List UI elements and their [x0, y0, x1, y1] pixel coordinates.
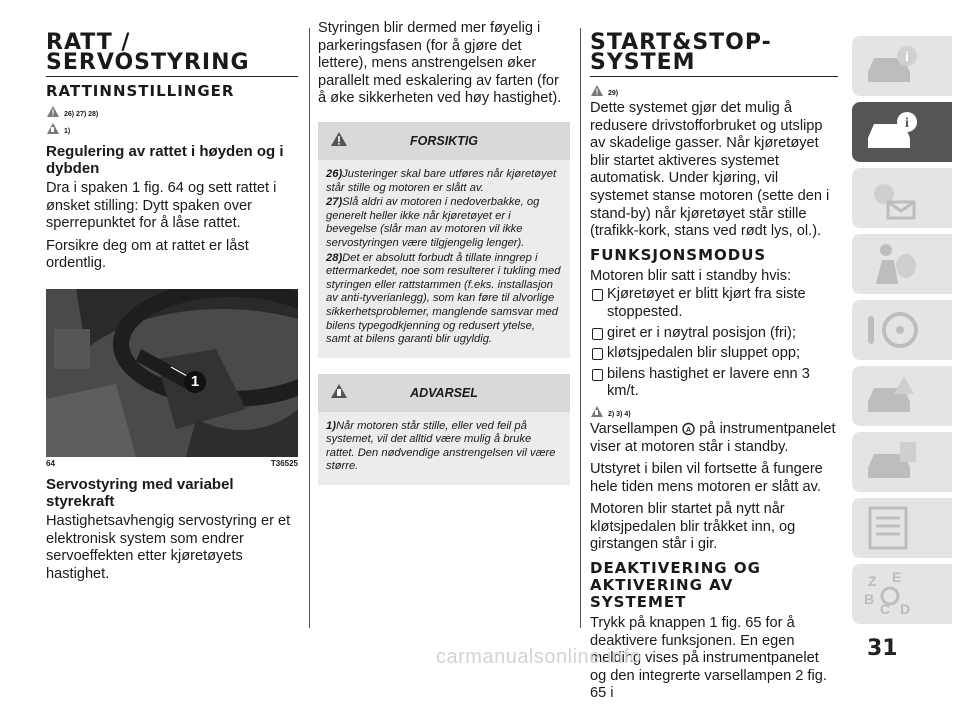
- paragraph: Utstyret i bilen vil fortsette å fungere hele tiden mens motoren er slått av.: [590, 461, 823, 495]
- car-specs-icon: [862, 438, 922, 486]
- warning-box-body: [318, 412, 570, 485]
- paragraph: Trykk på knappen 1 fig. 65 for å deaktivere funksjonen. En egen melding vises på instrumentpanelet og den integrerte varsellampen 2 fig. 65 i: [590, 615, 827, 702]
- caution-note: [326, 168, 562, 195]
- car-info-icon: [862, 108, 922, 156]
- fuel-warning-icon: [46, 122, 60, 135]
- paragraph: Motoren blir satt i standby hvis:: [590, 267, 792, 284]
- svg-text:A: A: [686, 426, 692, 434]
- fuel-warning-icon: [590, 405, 604, 418]
- chapter-tabs: [852, 36, 952, 630]
- tab-car-overview[interactable]: [852, 36, 952, 96]
- figure-code: T36525: [270, 458, 298, 468]
- section-title-deaktivering: [590, 560, 838, 611]
- note-text: Når motoren står stille, eller ved feil på systemet, vil det alltid være mulig å bruke rattet. Den nødvendige anstrengelsen vil være større.: [326, 419, 556, 473]
- chapter-title-line-2: SERVOSTYRING: [46, 50, 250, 75]
- title-rule: [46, 76, 298, 77]
- caution-icon: [46, 105, 60, 118]
- tab-maintenance[interactable]: [852, 432, 952, 492]
- chapter-title-line-1: START&STOP-: [590, 30, 772, 55]
- heading-line: AKTIVERING AV: [590, 576, 734, 595]
- column-2: [318, 20, 570, 485]
- heading-line: DEAKTIVERING OG: [590, 559, 761, 578]
- airbag-icon: [862, 240, 922, 288]
- svg-text:i: i: [905, 116, 909, 131]
- section-heading-adjustment: Regulering av rattet i høyden og i dybden: [46, 143, 284, 177]
- paragraph: Dette systemet gjør det mulig å redusere drivstofforbruket og utslipp av skadelige gasser. Når kjøretøyet blir startet aktiveres systemet automatisk. Under kjøring, vil systemet stanse motoren (sette den i stand-by) når kjøretøyet står stille (trafikk-kork, stans ved rødt lys, ol.).: [590, 100, 830, 240]
- paragraph: Forsikre deg om at rattet er låst ordentlig.: [46, 237, 249, 272]
- caution-icon: [590, 84, 604, 97]
- list-item-text: bilens hastighet er lavere enn 3 km/t.: [607, 365, 810, 400]
- note-number: 1): [326, 419, 336, 432]
- svg-text:D: D: [900, 601, 911, 617]
- figure-steering-lever: [46, 289, 298, 457]
- caution-box-header: [318, 122, 570, 160]
- chapter-title: [46, 30, 298, 75]
- note-text: Justeringer skal bare utføres når kjøretøyet står stille og motoren er slått av.: [326, 167, 557, 194]
- list-item: [590, 286, 838, 321]
- car-breakdown-icon: [862, 372, 922, 420]
- note-number: 26): [326, 167, 343, 180]
- svg-text:E: E: [892, 570, 902, 585]
- chapter-title: [590, 30, 838, 75]
- note-number: 28): [326, 251, 343, 264]
- index-icon: [862, 570, 922, 618]
- tab-index[interactable]: [852, 564, 952, 624]
- figure-caption: [46, 459, 298, 468]
- paragraph: [590, 421, 838, 456]
- tab-technical-data[interactable]: [852, 498, 952, 558]
- note-text: Det er absolutt forbudt å tillate inngrep i ettermarkedet, noe som resulterer i tukling med styringen eller rattstammen (f.eks. installasjon av anti-tyverianlegg), som kan føre til alvorlige sikkerhetsproblemer, manglende samsvar med bilens typegodkjenning og redusert ytelse, samt at bilens garanti blir ugyldig.: [326, 251, 561, 346]
- svg-text:C: C: [880, 601, 891, 617]
- caution-box-body: [318, 160, 570, 358]
- caution-ref: [590, 83, 838, 97]
- note-number: 27): [326, 196, 343, 209]
- heading-line: SYSTEMET: [590, 593, 687, 612]
- list-item: [590, 345, 838, 363]
- column-divider: [580, 28, 581, 628]
- svg-text:Z: Z: [868, 573, 877, 589]
- checkbox-icon: [592, 289, 603, 301]
- warning-ref-numbers: 1): [64, 128, 71, 135]
- auto-stop-lamp-icon: [682, 422, 695, 435]
- checkbox-icon: [592, 369, 603, 381]
- list-item: [590, 366, 838, 401]
- paragraph: Dra i spaken 1 fig. 64 og sett rattet i ønsket stilling: Dytt spaken over sperrepunktet for å låse rattet.: [46, 180, 277, 232]
- figure-number: 64: [46, 458, 55, 468]
- section-title-funksjon: FUNKSJONSMODUS: [590, 245, 767, 264]
- lamp-text-start: Varsellampen: [590, 420, 679, 437]
- caution-ref: [46, 104, 298, 118]
- warning-ref: [46, 121, 298, 135]
- steering-column-illustration: [46, 289, 298, 457]
- column-3: [590, 30, 838, 708]
- list-item-text: kløtsjpedalen blir sluppet opp;: [607, 345, 801, 362]
- chapter-title-line-2: SYSTEM: [590, 50, 696, 75]
- warning-box-header: [318, 374, 570, 412]
- watermark: carmanualsonline.info: [436, 646, 642, 668]
- tab-safety[interactable]: [852, 234, 952, 294]
- note-text: Slå aldri av motoren i nedoverbakke, og generelt heller ikke når kjøretøyet er i bevegelse (slår man av motoren vil ikke servostyringen være tilgjengelig lenger).: [326, 196, 540, 249]
- caution-note: [326, 196, 562, 250]
- list-icon: [862, 504, 922, 552]
- warning-light-icon: [862, 174, 922, 222]
- lamp-text-end: på instrumentpanelet viser at motoren står i standby.: [590, 420, 836, 455]
- steering-wheel-icon: [862, 306, 922, 354]
- tab-emergency[interactable]: [852, 366, 952, 426]
- checkbox-icon: [592, 348, 603, 360]
- svg-text:i: i: [905, 50, 909, 65]
- paragraph: Motoren blir startet på nytt når kløtsjpedalen blir tråkket inn, og girstangen står i gir.: [590, 501, 796, 553]
- warning-ref-numbers: 2) 3) 4): [608, 410, 631, 418]
- caution-ref-numbers: 29): [608, 90, 619, 97]
- caution-ref-numbers: 26) 27) 28): [64, 111, 99, 118]
- tab-driving[interactable]: [852, 300, 952, 360]
- tab-car-overview-active[interactable]: [852, 102, 952, 162]
- list-item: [590, 325, 838, 343]
- checkbox-icon: [592, 328, 603, 340]
- tab-warning-lights[interactable]: [852, 168, 952, 228]
- paragraph: Hastighetsavhengig servostyring er et elektronisk system som endrer servoeffekten etter kjøretøyets hastighet.: [46, 512, 291, 582]
- column-1: [46, 30, 298, 588]
- paragraph: Styringen blir dermed mer føyelig i parkeringsfasen (for å gjøre det lettere), mens anstrengelsen øker parallelt med eskalering av farten (for å øke sikkerheten ved høy hastighet).: [318, 20, 562, 107]
- chapter-title-line-1: RATT /: [46, 30, 131, 55]
- title-rule: [590, 76, 838, 77]
- warning-note: [326, 420, 562, 474]
- page-number: 31: [867, 636, 898, 661]
- list-item-text: giret er i nøytral posisjon (fri);: [607, 324, 796, 341]
- column-divider: [309, 28, 310, 628]
- figure-callout: 1: [184, 371, 206, 393]
- car-info-icon: [862, 42, 922, 90]
- section-heading-servo: Servostyring med variabel styrekraft: [46, 475, 234, 510]
- list-item-text: Kjøretøyet er blitt kjørt fra siste stoppested.: [607, 286, 806, 320]
- section-title: RATTINNSTILLINGER: [46, 82, 235, 100]
- warning-title: ADVARSEL: [410, 385, 478, 400]
- svg-text:B: B: [864, 591, 875, 607]
- warning-ref: [590, 404, 838, 418]
- caution-title: FORSIKTIG: [409, 133, 479, 148]
- caution-note: [326, 252, 562, 347]
